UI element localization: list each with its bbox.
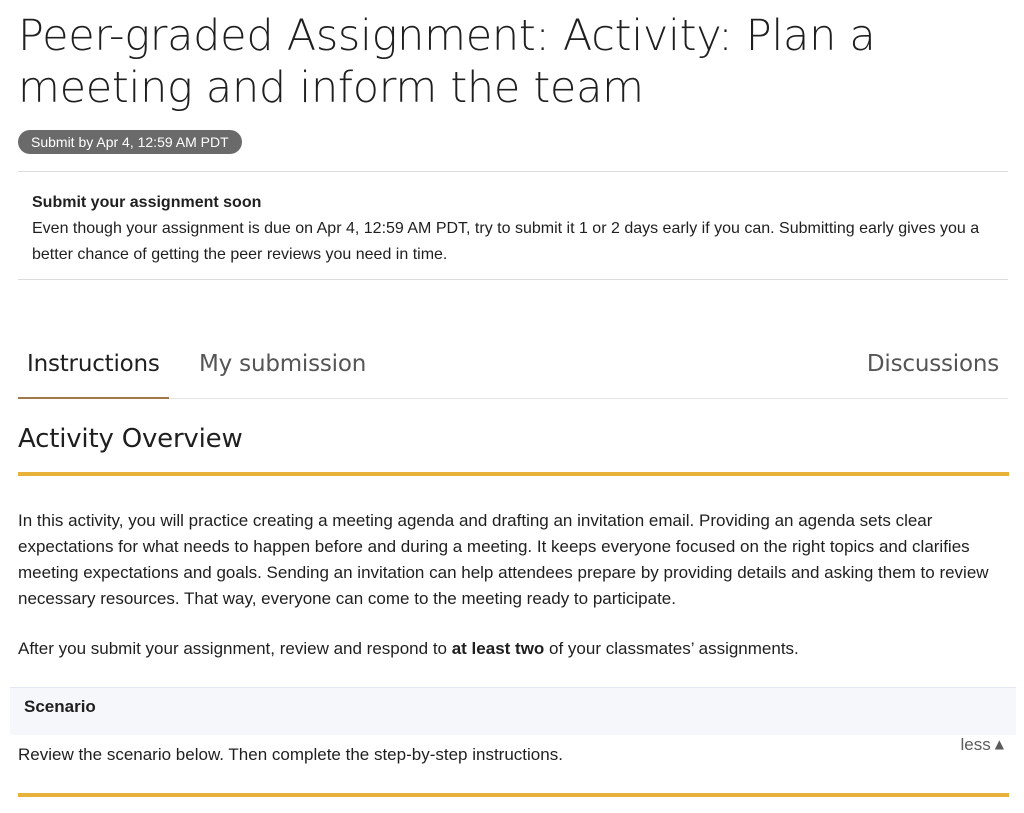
notice-heading: Submit your assignment soon	[32, 194, 262, 211]
gold-divider	[18, 472, 1009, 476]
tab-instructions[interactable]: Instructions	[27, 351, 160, 377]
tab-discussions[interactable]: Discussions	[866, 351, 999, 377]
show-less-toggle[interactable]	[961, 731, 1004, 758]
show-less-label: less	[960, 735, 991, 754]
page-title: Peer-graded Assignment: Activity: Plan a meeting and inform the team	[18, 11, 876, 113]
gold-divider-bottom	[18, 793, 1009, 797]
scenario-label: Scenario	[24, 697, 96, 716]
submit-soon-notice	[18, 171, 1008, 280]
overview-paragraph: In this activity, you will practice creating a meeting agenda and drafting an invitation email. Providing an agenda sets clear expectations for what needs to happen before and during a meeting. It keeps everyone focused on the right topics and clarifies meeting expectations and goals. Sending an invitation can help attendees prepare by providing details and asking them to review necessary resources. That way, everyone can come to the meeting ready to participate.	[18, 511, 989, 608]
peer-review-text-start: After you submit your assignment, review and respond to	[18, 639, 452, 658]
scenario-intro-text: Review the scenario below. Then complete the step-by-step instructions.	[18, 745, 563, 764]
peer-review-emphasis: at least two	[451, 639, 545, 658]
assignment-tabs	[18, 330, 1008, 399]
activity-overview-heading: Activity Overview	[18, 424, 243, 454]
due-date-badge: Submit by Apr 4, 12:59 AM PDT	[18, 130, 242, 154]
peer-review-text-end: of your classmates’ assignments.	[544, 639, 799, 658]
tab-my-submission[interactable]: My submission	[199, 351, 367, 377]
assignment-page	[18, 0, 1010, 764]
scenario-header	[10, 687, 1016, 735]
peer-review-paragraph	[18, 636, 1018, 662]
notice-body: Even though your assignment is due on Apr 4, 12:59 AM PDT, try to submit it 1 or 2 days early if you can. Submitting early gives you a better chance of getting the peer reviews you need in time.	[32, 220, 980, 263]
active-tab-indicator	[18, 397, 169, 399]
chevron-up-icon: ▲	[994, 737, 1004, 751]
